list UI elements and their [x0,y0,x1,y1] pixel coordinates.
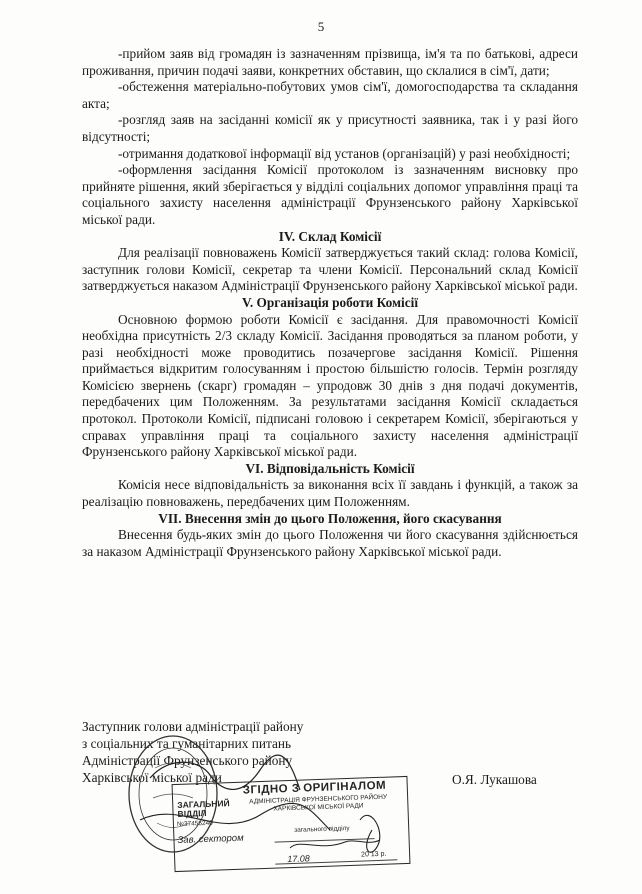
signature-line: Заступник голови адміністрації району [82,719,304,734]
stamp-title: ЗГІДНО З ОРИГІНАЛОМ [242,779,387,797]
section-text-amendments: Внесення будь-яких змін до цього Положення чи його скасування здійснюється за наказом Адміністрації Фрунзенського району Харківської міської ради. [82,527,578,559]
signature-line: Адміністрації Фрунзенського району [82,753,293,768]
section-text-organization: Основною формою роботи Комісії є засідання. Для правомочності Комісії необхідна присутність 2/3 складу Комісії. Засідання проводяться за планом роботи, у разі необхідності може проводитись позачергове засідання Комісії. Рішення приймається відкритим голосуванням і простою більшістю голосів. Термін розгляду Комісією звернень (скарг) громадян – упродовж 30 днів з дня подачі документів, передбачених цим Положенням. За результатами засідання Комісії складається протокол. Протоколи Комісії, підписані головою і секретарем Комісії, зберігаються у справах управління праці та соціального захисту населення адміністрації Фрунзенського району Харківської міської ради. [82,311,578,460]
paragraph-review: -розгляд заяв на засіданні комісії як у присутності заявника, так і у разі його відсутності; [82,112,578,144]
stamp-head-label: загального відділу [294,824,350,834]
stamp-year: 20 13 р. [361,850,387,859]
section-text-composition: Для реалізації повноважень Комісії затверджується такий склад: голова Комісії, заступник голови Комісії, секретар та члени Комісії. Персональний склад Комісії затверджується наказом Адміністрації Фрунзенського району Харківської міської ради. [82,245,578,294]
stamp-department: ЗАГАЛЬНИЙ ВІДДІЛ [177,798,230,819]
section-heading-amendments: VII. Внесення змін до цього Положення, його скасування [158,510,502,526]
paragraph-inspection: -обстеження матеріально-побутових умов сім'ї, домогосподарства та складання акта; [82,79,578,111]
stamp-position: Зав. сектором [177,832,244,846]
paragraph-protocol: -оформлення засідання Комісії протоколом із зазначенням висновку про прийняте рішення, який зберігається у відділі соціальних допомог управління праці та соціального захисту населення адміністрації Фрунзенського району Харківської міської ради. [82,162,578,227]
section-heading-composition: IV. Склад Комісії [278,228,382,244]
section-heading-responsibility: VI. Відповідальність Комісії [245,460,415,476]
paragraph-applications: -прийом заяв від громадян із зазначенням прізвища, ім'я та по батькові, адреси проживання, причин подачі заяви, конкретних обставин, що склалися в сім'ї, дати; [82,46,578,78]
page-number: 5 [317,19,325,34]
stamp-code: №37456240 [176,819,213,828]
stamp-date: 17.08 [287,853,310,865]
signature-line: Харківської міської ради [82,770,222,785]
section-text-responsibility: Комісія несе відповідальність за виконання всіх її завдань і функцій, а також за реалізацію повноважень, передбачених цим Положенням. [82,477,578,510]
paragraph-additional-info: -отримання додаткової інформації від установ (організацій) у разі необхідності; [118,145,571,161]
section-heading-organization: V. Організація роботи Комісії [241,294,419,310]
signatory-name: О.Я. Лукашова [452,772,537,787]
signature-line: з соціальних та гуманітарних питань [82,736,292,751]
stamp-organization: АДМІНІСТРАЦІЯ ФРУНЗЕНСЬКОГО РАЙОНУ ХАРКІВСЬКОЇ МІСЬКОЇ РАДИ [249,793,388,813]
